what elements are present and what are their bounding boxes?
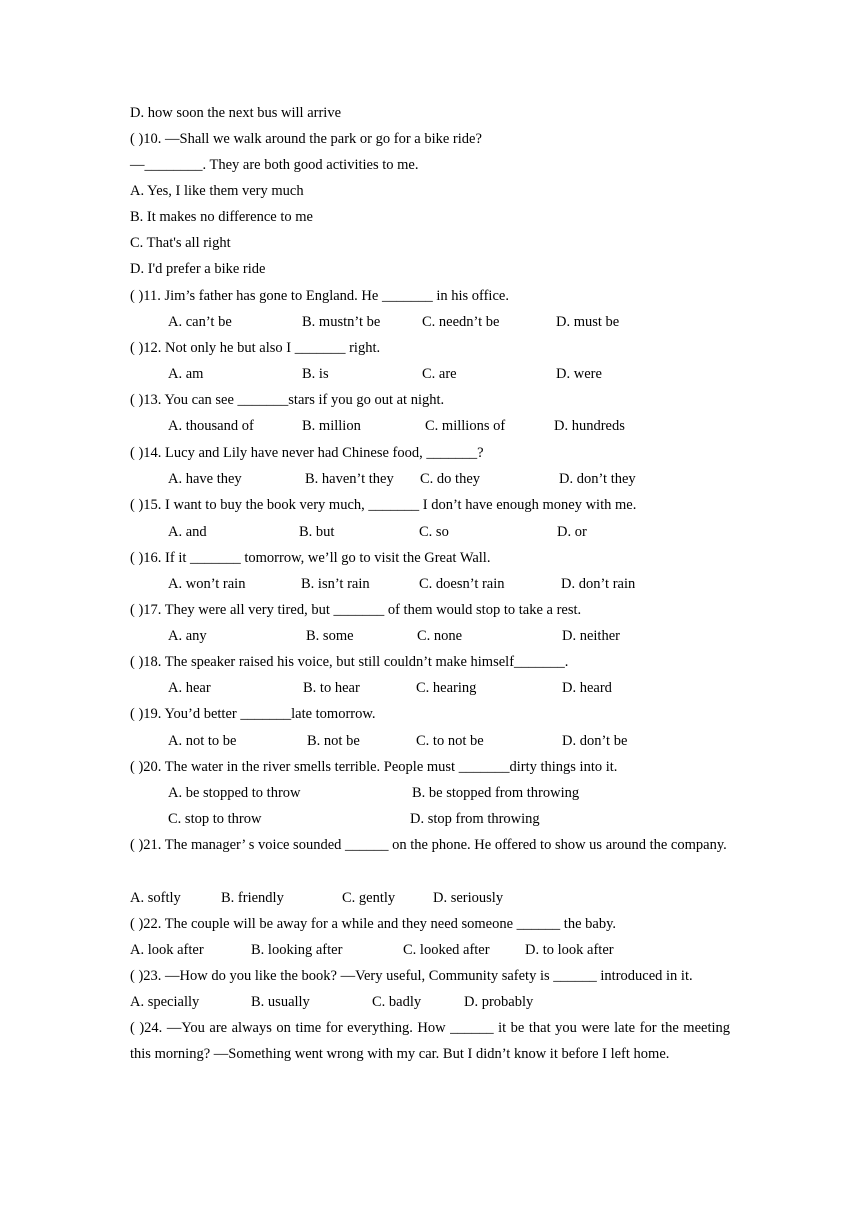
question-23-stem: ( )23. —How do you like the book? —Very useful, Community safety is ______ introduced in it. xyxy=(130,968,693,984)
question-18-option-a: A. hear xyxy=(168,680,211,696)
option-line: D. how soon the next bus will arrive xyxy=(130,105,342,121)
question-16-option-a: A. won’t rain xyxy=(168,576,246,592)
question-19-option-b: B. not be xyxy=(307,733,360,749)
question-18-option-c: C. hearing xyxy=(416,680,477,696)
question-22-option-a: A. look after xyxy=(130,942,204,958)
question-15-option-a: A. and xyxy=(168,524,207,540)
question-18-stem: ( )18. The speaker raised his voice, but still couldn’t make himself_______. xyxy=(130,654,569,670)
question-14-option-a: A. have they xyxy=(168,471,242,487)
question-20-stem: ( )20. The water in the river smells terrible. People must _______dirty things into it. xyxy=(130,759,618,775)
question-14-option-c: C. do they xyxy=(420,471,481,487)
question-16-option-d: D. don’t rain xyxy=(561,576,636,592)
question-12-option-d: D. were xyxy=(556,366,602,382)
question-17-option-d: D. neither xyxy=(562,628,620,644)
question-13-option-a: A. thousand of xyxy=(168,418,254,434)
question-24-stem: ( )24. —You are always on time for everything. How ______ it be that you were late for the meeting this morning? —Something went wrong with my car. But I didn’t know it before I left home. xyxy=(130,1020,730,1063)
question-23-option-b: B. usually xyxy=(251,994,310,1010)
question-23-option-c: C. badly xyxy=(372,994,422,1010)
question-17-option-a: A. any xyxy=(168,628,207,644)
question-15-stem: ( )15. I want to buy the book very much, _______ I don’t have enough money with me. xyxy=(130,497,637,513)
question-14-option-d: D. don’t they xyxy=(559,471,636,487)
question-15-option-c: C. so xyxy=(419,524,449,540)
question-12-option-c: C. are xyxy=(422,366,457,382)
question-22-option-b: B. looking after xyxy=(251,942,343,958)
question-21-option-b: B. friendly xyxy=(221,890,284,906)
question-19-option-d: D. don’t be xyxy=(562,733,628,749)
question-11-stem: ( )11. Jim’s father has gone to England. He _______ in his office. xyxy=(130,288,509,304)
question-10-stem: ( )10. —Shall we walk around the park or go for a bike ride? xyxy=(130,131,482,147)
question-21-option-c: C. gently xyxy=(342,890,396,906)
question-16-option-c: C. doesn’t rain xyxy=(419,576,505,592)
question-20-option-b: B. be stopped from throwing xyxy=(412,785,580,801)
question-13-option-b: B. million xyxy=(302,418,361,434)
question-19-stem: ( )19. You’d better _______late tomorrow. xyxy=(130,706,376,722)
question-20-option-d: D. stop from throwing xyxy=(410,811,540,827)
question-17-option-c: C. none xyxy=(417,628,463,644)
question-12-stem: ( )12. Not only he but also I _______ right. xyxy=(130,340,381,356)
question-10-option-d: D. I'd prefer a bike ride xyxy=(130,261,266,277)
question-19-option-a: A. not to be xyxy=(168,733,237,749)
question-15-option-b: B. but xyxy=(299,524,335,540)
question-12-option-a: A. am xyxy=(168,366,204,382)
question-17-option-b: B. some xyxy=(306,628,354,644)
question-11-option-d: D. must be xyxy=(556,314,620,330)
question-20-option-a: A. be stopped to throw xyxy=(168,785,301,801)
question-10-option-c: C. That's all right xyxy=(130,235,231,251)
question-17-stem: ( )17. They were all very tired, but _______ of them would stop to take a rest. xyxy=(130,602,582,618)
question-21-option-a: A. softly xyxy=(130,890,181,906)
question-11-option-a: A. can’t be xyxy=(168,314,232,330)
question-22-option-d: D. to look after xyxy=(525,942,614,958)
question-10-dialogue: —________. They are both good activities to me. xyxy=(130,157,419,173)
question-20-option-c: C. stop to throw xyxy=(168,811,262,827)
question-21-stem: ( )21. The manager’ s voice sounded ______ on the phone. He offered to show us around the company. xyxy=(130,837,727,853)
question-23-option-a: A. specially xyxy=(130,994,200,1010)
question-22-option-c: C. looked after xyxy=(403,942,490,958)
question-18-option-d: D. heard xyxy=(562,680,612,696)
question-11-option-c: C. needn’t be xyxy=(422,314,500,330)
question-23-option-d: D. probably xyxy=(464,994,534,1010)
question-14-stem: ( )14. Lucy and Lily have never had Chinese food, _______? xyxy=(130,445,484,461)
question-19-option-c: C. to not be xyxy=(416,733,484,749)
question-13-option-d: D. hundreds xyxy=(554,418,625,434)
question-16-stem: ( )16. If it _______ tomorrow, we’ll go to visit the Great Wall. xyxy=(130,550,491,566)
question-14-option-b: B. haven’t they xyxy=(305,471,394,487)
question-15-option-d: D. or xyxy=(557,524,587,540)
question-18-option-b: B. to hear xyxy=(303,680,360,696)
question-12-option-b: B. is xyxy=(302,366,329,382)
question-16-option-b: B. isn’t rain xyxy=(301,576,370,592)
question-13-option-c: C. millions of xyxy=(425,418,506,434)
question-11-option-b: B. mustn’t be xyxy=(302,314,381,330)
question-21-option-d: D. seriously xyxy=(433,890,504,906)
question-10-option-b: B. It makes no difference to me xyxy=(130,209,313,225)
question-13-stem: ( )13. You can see _______stars if you go out at night. xyxy=(130,392,445,408)
question-22-stem: ( )22. The couple will be away for a while and they need someone ______ the baby. xyxy=(130,916,617,932)
question-10-option-a: A. Yes, I like them very much xyxy=(130,183,304,199)
